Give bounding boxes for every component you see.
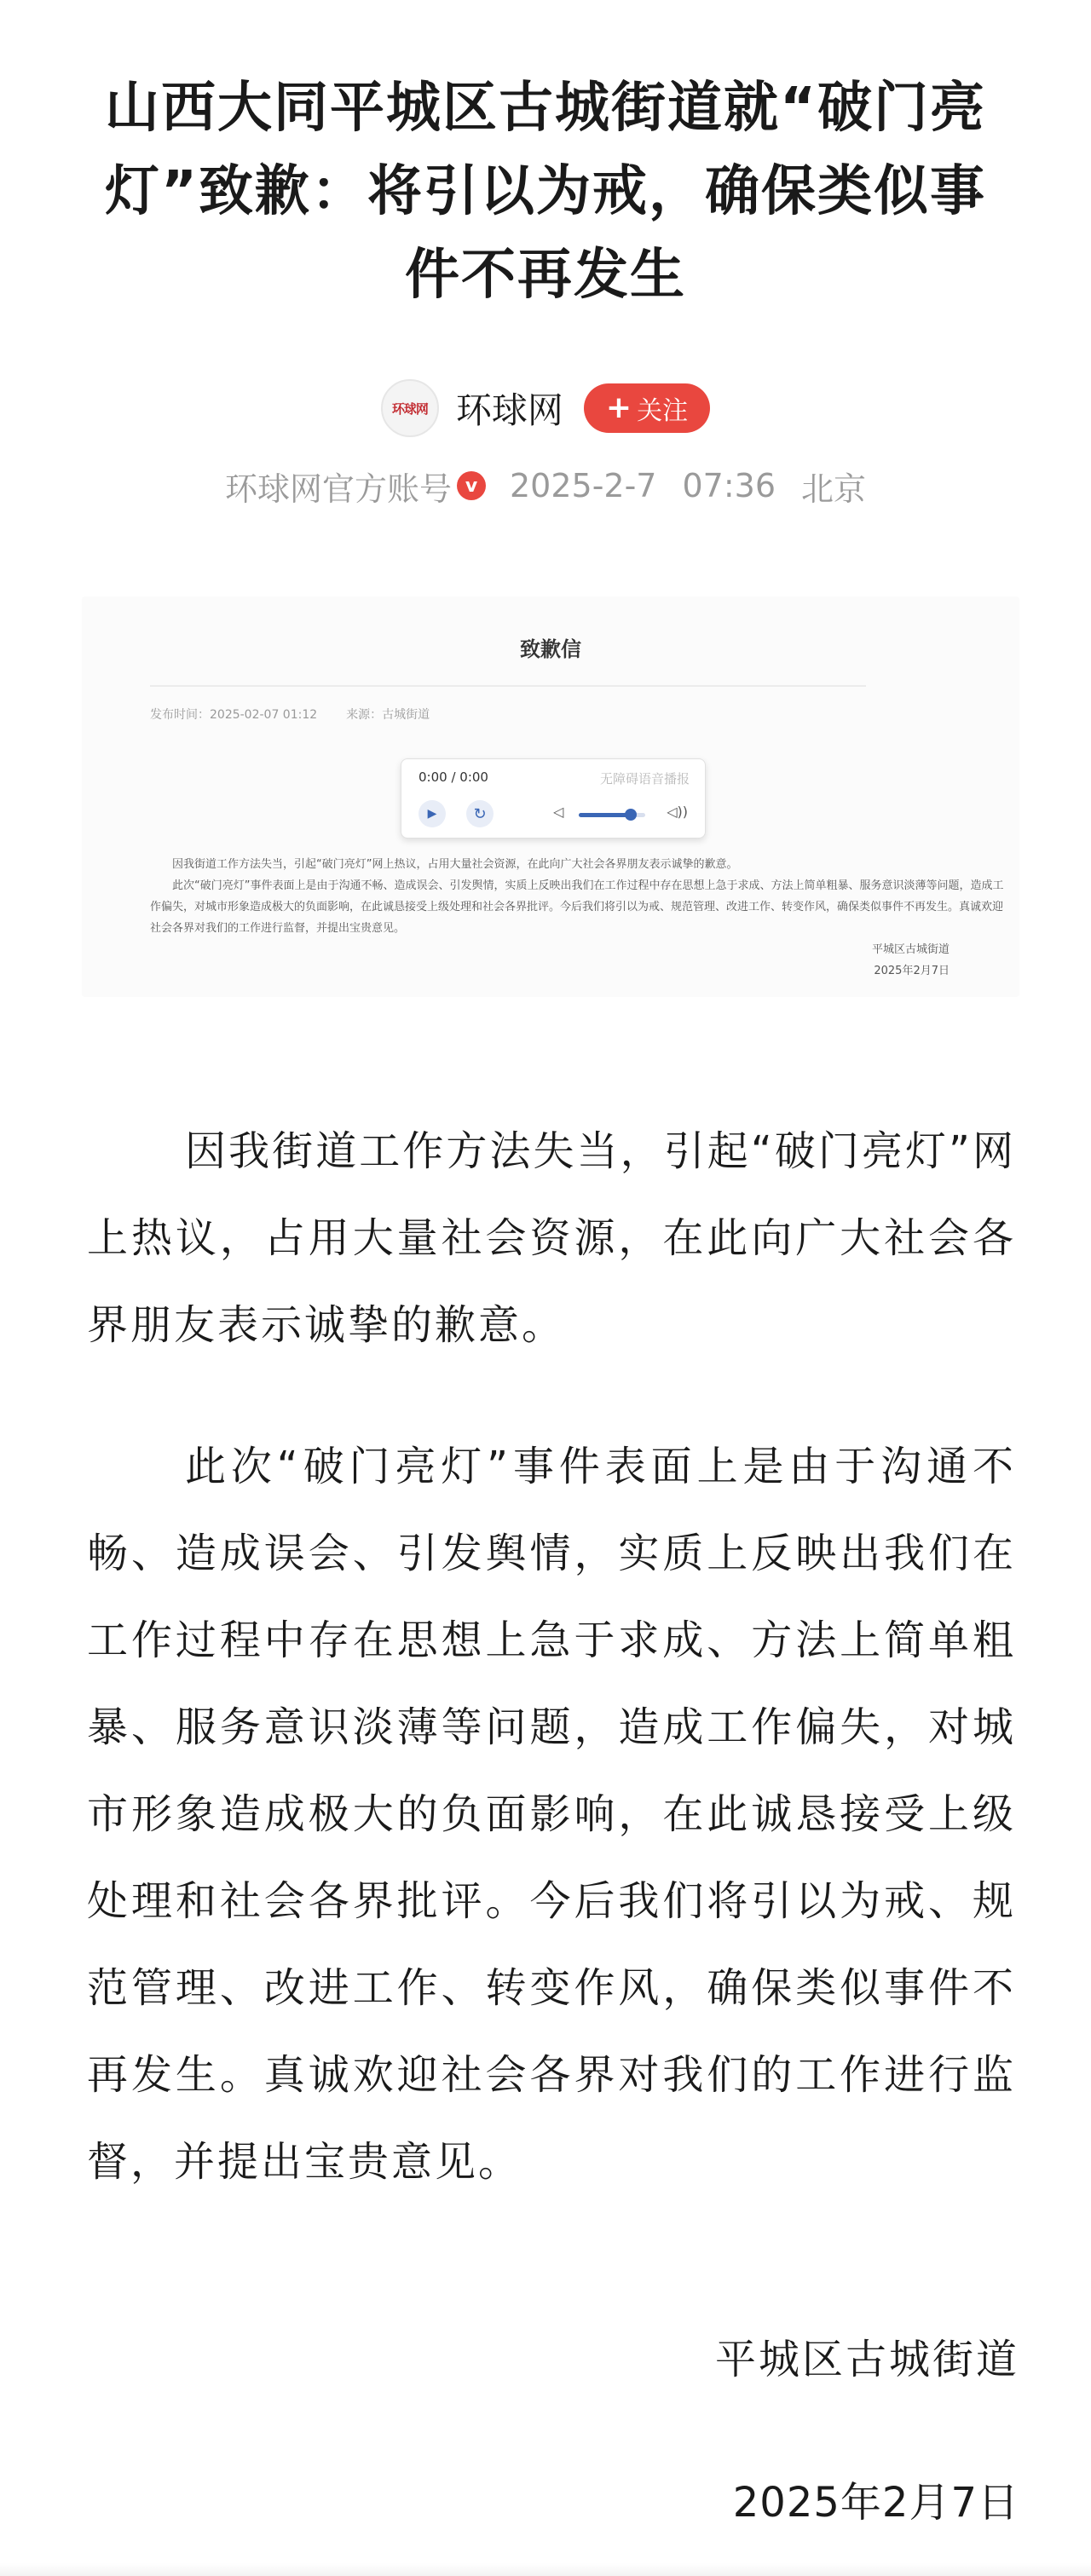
article-sign-date: 2025年2月7日 <box>732 2479 1019 2527</box>
volume-low-icon[interactable]: ◁ <box>553 804 564 820</box>
letter-image-paragraph: 因我街道工作方法失当，引起“破门亮灯”网上热议，占用大量社会资源，在此向广大社会各界朋友表示诚挚的歉意。 <box>172 858 738 871</box>
verified-badge-icon: v <box>457 471 486 500</box>
letter-source: 来源：古城街道 <box>346 708 430 722</box>
audio-time: 0:00 / 0:00 <box>419 769 488 785</box>
letter-image-title: 致歉信 <box>520 637 581 661</box>
plus-icon: + <box>605 390 632 425</box>
follow-label: 关注 <box>637 396 689 426</box>
author-logo-text: 环球网 <box>391 401 428 417</box>
apology-letter-image[interactable] <box>82 596 1019 997</box>
account-label: 环球网官方账号 <box>224 470 452 508</box>
audio-label: 无障碍语音播报 <box>599 771 690 787</box>
play-icon[interactable]: ▶ <box>419 800 446 827</box>
article-body <box>87 1108 1016 2205</box>
volume-high-icon[interactable]: ◁)) <box>667 804 688 820</box>
letter-image-sign-date: 2025年2月7日 <box>874 965 950 977</box>
volume-slider[interactable] <box>579 813 645 817</box>
audio-player <box>401 758 706 838</box>
follow-button[interactable] <box>584 383 710 433</box>
publish-location: 北京 <box>801 470 867 508</box>
replay-icon[interactable]: ↻ <box>466 800 494 827</box>
article-paragraph: 此次“破门亮灯”事件表面上是由于沟通不畅、造成误会、引发舆情，实质上反映出我们在工作过程中存在思想上急于求成、方法上简单粗暴、服务意识淡薄等问题，造成工作偏失，对城市形象造成极大的负面影响，在此诚恳接受上级处理和社会各界批评。今后我们将引以为戒、规范管理、改进工作、转变作风，确保类似事件不再发生。真诚欢迎社会各界对我们的工作进行监督，并提出宝贵意见。 <box>87 1443 1016 2186</box>
article-meta <box>0 460 1091 511</box>
letter-image-body <box>150 854 1013 939</box>
volume-slider-fill <box>579 813 631 817</box>
article-title: 山西大同平城区古城街道就“破门亮灯”致歉：将引以为戒，确保类似事件不再发生 <box>104 77 987 307</box>
letter-publish-time: 发布时间：2025-02-07 01:12 <box>150 708 318 722</box>
author-row <box>0 375 1091 441</box>
letter-image-sign: 平城区古城街道 <box>871 943 950 956</box>
letter-image-meta <box>150 706 430 723</box>
publish-time: 07:36 <box>682 467 776 504</box>
author-avatar[interactable] <box>381 379 439 437</box>
article-paragraph: 因我街道工作方法失当，引起“破门亮灯”网上热议，占用大量社会资源，在此向广大社会各界朋友表示诚挚的歉意。 <box>87 1127 1016 1349</box>
publish-date: 2025-2-7 <box>510 467 657 504</box>
footer-divider <box>0 2563 1091 2576</box>
letter-image-divider <box>150 685 866 687</box>
letter-image-signature <box>872 939 950 982</box>
volume-slider-knob[interactable] <box>625 809 637 821</box>
article-signature: 平城区古城街道 <box>714 2336 1019 2383</box>
author-name[interactable]: 环球网 <box>455 389 563 431</box>
letter-image-paragraph: 此次“破门亮灯”事件表面上是由于沟通不畅、造成误会、引发舆情，实质上反映出我们在工作过程中存在思想上急于求成、方法上简单粗暴、服务意识淡薄等问题，造成工作偏失，对城市形象造成极大的负面影响，在此诚恳接受上级处理和社会各界批评。今后我们将引以为戒、规范管理、改进工作、转变作风，确保类似事件不再发生。真诚欢迎社会各界对我们的工作进行监督，并提出宝贵意见。 <box>150 879 1004 935</box>
